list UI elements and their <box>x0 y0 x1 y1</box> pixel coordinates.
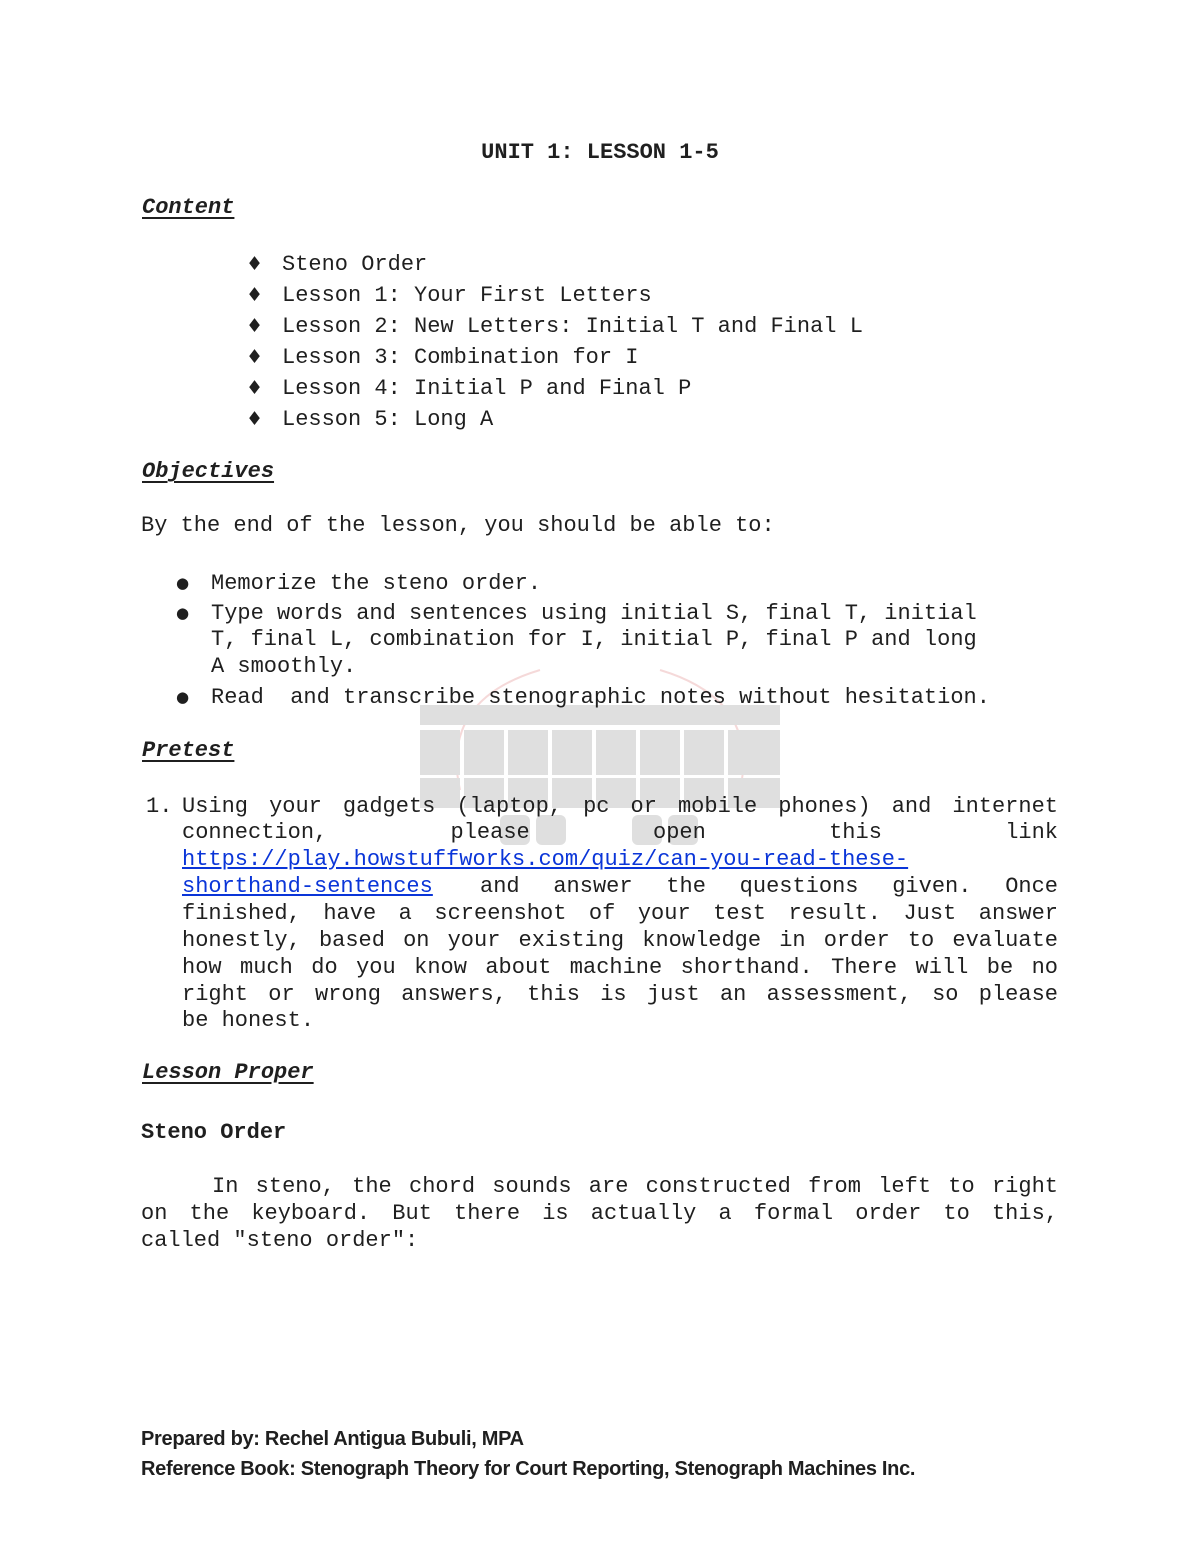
prepared-by: Prepared by: Rechel Antigua Bubuli, MPA <box>141 1428 524 1450</box>
round-bullet-icon: ● <box>176 604 190 622</box>
paragraph-line: called "steno order": <box>141 1228 419 1253</box>
pretest-line: be honest. <box>182 1008 315 1033</box>
diamond-bullet-icon: ♦ <box>246 284 264 306</box>
diamond-bullet-icon: ♦ <box>246 253 264 275</box>
pretest-link-part2[interactable] <box>182 874 433 899</box>
content-heading: Content <box>142 195 235 220</box>
objectives-heading: Objectives <box>142 459 275 484</box>
lesson-proper-heading: Lesson Proper <box>142 1060 314 1085</box>
objectives-intro: By the end of the lesson, you should be able to: <box>141 513 775 538</box>
pretest-line: honestly, based on your existing knowledge in order to evaluate <box>182 928 1058 953</box>
objective-item-line: A smoothly. <box>211 654 357 679</box>
pretest-line: how much do you know about machine shorthand. There will be no <box>182 955 1058 980</box>
reference-book: Reference Book: Stenograph Theory for Court Reporting, Stenograph Machines Inc. <box>141 1458 916 1480</box>
objective-item: Read and transcribe stenographic notes without hesitation. <box>211 685 990 710</box>
diamond-bullet-icon: ♦ <box>246 346 264 368</box>
content-item: Lesson 3: Combination for I <box>282 345 639 370</box>
content-item: Steno Order <box>282 252 428 277</box>
objective-item-line: Type words and sentences using initial S, final T, initial <box>211 601 977 626</box>
content-item: Lesson 2: New Letters: Initial T and Final L <box>282 314 863 339</box>
pretest-number: 1. <box>146 794 173 819</box>
objective-item-line: T, final L, combination for I, initial P, final P and long <box>211 627 977 652</box>
content-item: Lesson 5: Long A <box>282 407 494 432</box>
diamond-bullet-icon: ♦ <box>246 408 264 430</box>
round-bullet-icon: ● <box>176 574 190 592</box>
steno-order-subheading: Steno Order <box>141 1120 287 1145</box>
diamond-bullet-icon: ♦ <box>246 315 264 337</box>
paragraph-line: In steno, the chord sounds are constructed from left to right <box>212 1174 1058 1199</box>
pretest-line: and answer the questions given. Once <box>480 874 1058 899</box>
quiz-link[interactable]: shorthand-sentences <box>182 874 433 899</box>
content-item: Lesson 4: Initial P and Final P <box>282 376 692 401</box>
paragraph-line: on the keyboard. But there is actually a formal order to this, <box>141 1201 1058 1226</box>
pretest-line: Using your gadgets (laptop, pc or mobile phones) and internet <box>182 794 1058 819</box>
pretest-line: connection, please open this link <box>182 820 1058 845</box>
page-title: UNIT 1: LESSON 1-5 <box>481 140 719 165</box>
pretest-heading: Pretest <box>142 738 235 763</box>
pretest-line: right or wrong answers, this is just an assessment, so please <box>182 982 1058 1007</box>
round-bullet-icon: ● <box>176 688 190 706</box>
objective-item: Memorize the steno order. <box>211 571 542 596</box>
pretest-link-part1[interactable] <box>182 847 908 872</box>
quiz-link[interactable]: https://play.howstuffworks.com/quiz/can-you-read-these- <box>182 847 909 872</box>
pretest-line: finished, have a screenshot of your test result. Just answer <box>182 901 1058 926</box>
content-item: Lesson 1: Your First Letters <box>282 283 652 308</box>
diamond-bullet-icon: ♦ <box>246 377 264 399</box>
